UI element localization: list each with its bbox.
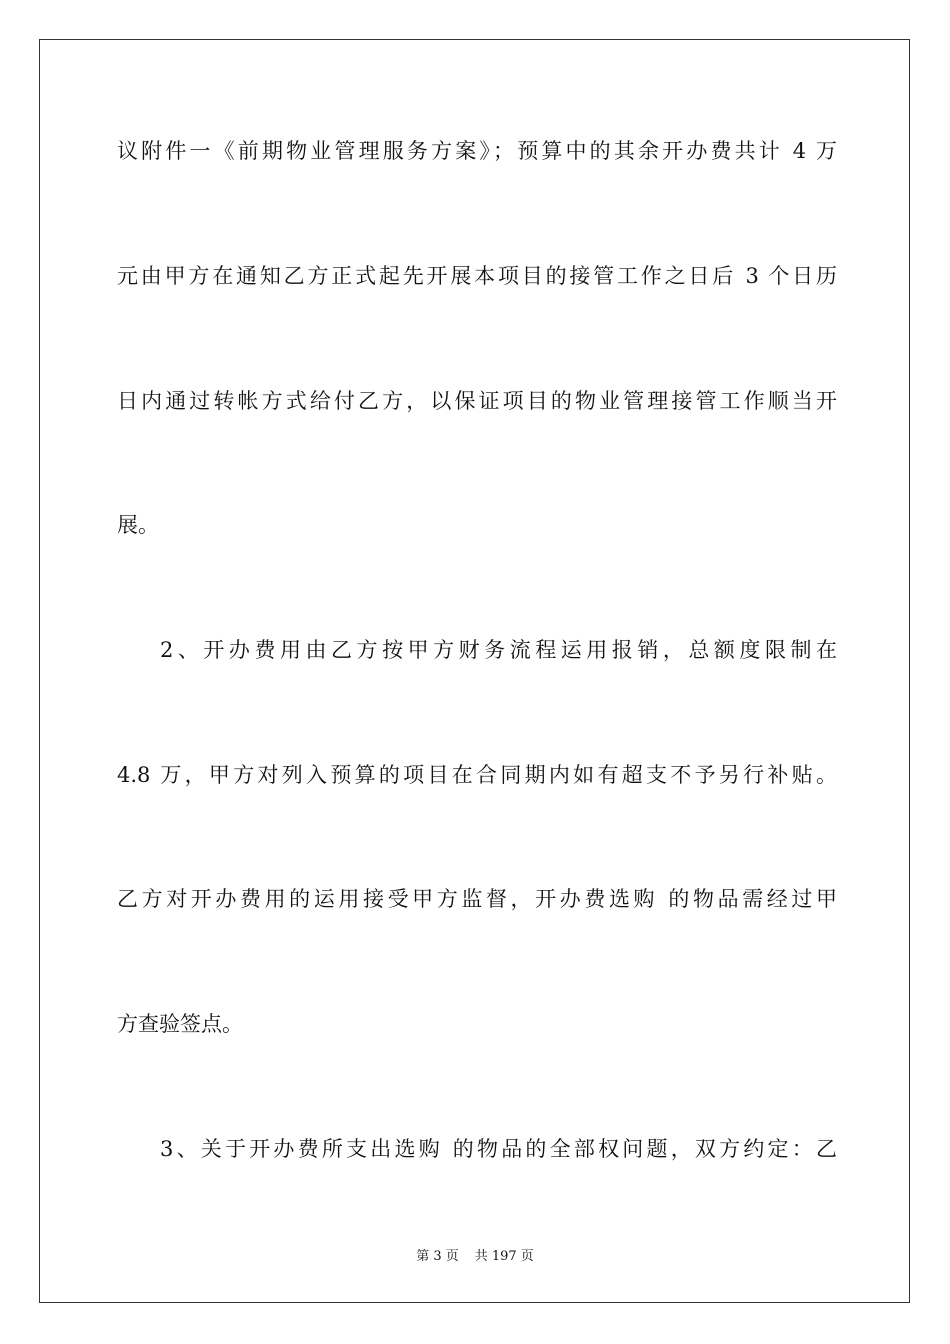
- text-line-1: 议附件一《前期物业管理服务方案》；预算中的其余开办费共计 4 万: [117, 139, 837, 163]
- page-number: 第 3 页: [416, 1249, 459, 1264]
- text-line-6: 4.8 万，甲方对列入预算的项目在合同期内如有超支不予另行补贴。: [117, 763, 837, 787]
- text-line-8: 方查验签点。: [117, 1012, 243, 1036]
- page-border: [39, 39, 910, 1303]
- text-line-9: 3、关于开办费所支出选购 的物品的全部权问题，双方约定：乙: [160, 1137, 837, 1161]
- text-line-2: 元由甲方在通知乙方正式起先开展本项目的接管工作之日后 3 个日历: [117, 264, 837, 288]
- page-footer: [0, 1248, 950, 1266]
- text-line-4: 展。: [117, 513, 159, 537]
- text-line-5: 2、开办费用由乙方按甲方财务流程运用报销，总额度限制在: [160, 638, 837, 662]
- text-line-3: 日内通过转帐方式给付乙方，以保证项目的物业管理接管工作顺当开: [117, 389, 837, 413]
- text-line-7: 乙方对开办费用的运用接受甲方监督，开办费选购 的物品需经过甲: [117, 887, 837, 911]
- total-pages: 共 197 页: [474, 1249, 534, 1264]
